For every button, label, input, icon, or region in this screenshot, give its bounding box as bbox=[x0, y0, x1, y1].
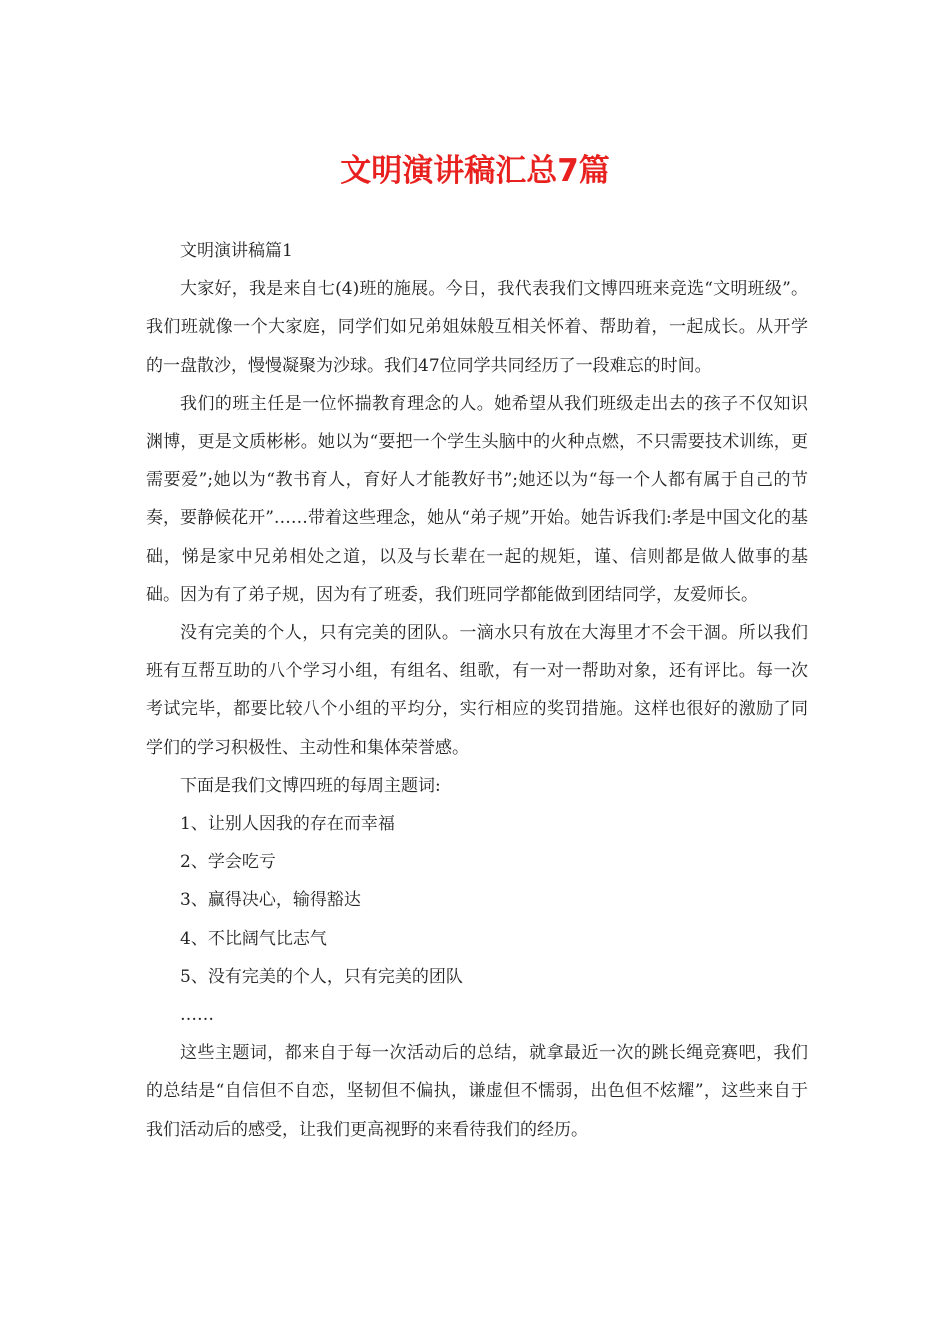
paragraph: 我们的班主任是一位怀揣教育理念的人。她希望从我们班级走出去的孩子不仅知识渊博，更是文质彬彬。她以为“要把一个学生头脑中的火种点燃，不只需要技术训练，更需要爱”;她以为“教书育人，育好人才能教好书”;她还以为“每一个人都有属于自己的节奏，要静候花开”……带着这些理念，她从“弟子规”开始。她告诉我们:孝是中国文化的基础，悌是家中兄弟相处之道，以及与长辈在一起的规矩，谨、信则都是做人做事的基础。因为有了弟子规，因为有了班委，我们班同学都能做到团结同学，友爱师长。 bbox=[146, 393, 808, 605]
document-title: 文明演讲稿汇总7篇 bbox=[340, 153, 610, 189]
list-item: 1、让别人因我的存在而幸福 bbox=[180, 814, 395, 835]
paragraph: 下面是我们文博四班的每周主题词: bbox=[180, 775, 441, 796]
paragraph: 没有完美的个人，只有完美的团队。一滴水只有放在大海里才不会干涸。所以我们班有互帮互助的八个学习小组，有组名、组歌，有一对一帮助对象，还有评比。每一次考试完毕，都要比较八个小组的平均分，实行相应的奖罚措施。这样也很好的激励了同学们的学习积极性、主动性和集体荣誉感。 bbox=[146, 623, 808, 758]
ellipsis: …… bbox=[180, 1005, 214, 1026]
section-heading: 文明演讲稿篇1 bbox=[180, 241, 293, 261]
paragraph: 这些主题词，都来自于每一次活动后的总结，就拿最近一次的跳长绳竞赛吧，我们的总结是“自信但不自恋，坚韧但不偏执，谦虚但不懦弱，出色但不炫耀”，这些来自于我们活动后的感受，让我们更高视野的来看待我们的经历。 bbox=[146, 1043, 808, 1140]
paragraph: 大家好，我是来自七(4)班的施展。今日，我代表我们文博四班来竞选“文明班级”。我们班就像一个大家庭，同学们如兄弟姐妹般互相关怀着、帮助着，一起成长。从开学的一盘散沙，慢慢凝聚为沙球。我们47位同学共同经历了一段难忘的时间。 bbox=[146, 279, 808, 376]
document-body bbox=[146, 232, 808, 1149]
list-item: 5、没有完美的个人，只有完美的团队 bbox=[180, 966, 463, 987]
list-item: 3、赢得决心，输得豁达 bbox=[180, 890, 361, 911]
list-item: 2、学会吃亏 bbox=[180, 852, 276, 873]
list-item: 4、不比阔气比志气 bbox=[180, 928, 327, 949]
